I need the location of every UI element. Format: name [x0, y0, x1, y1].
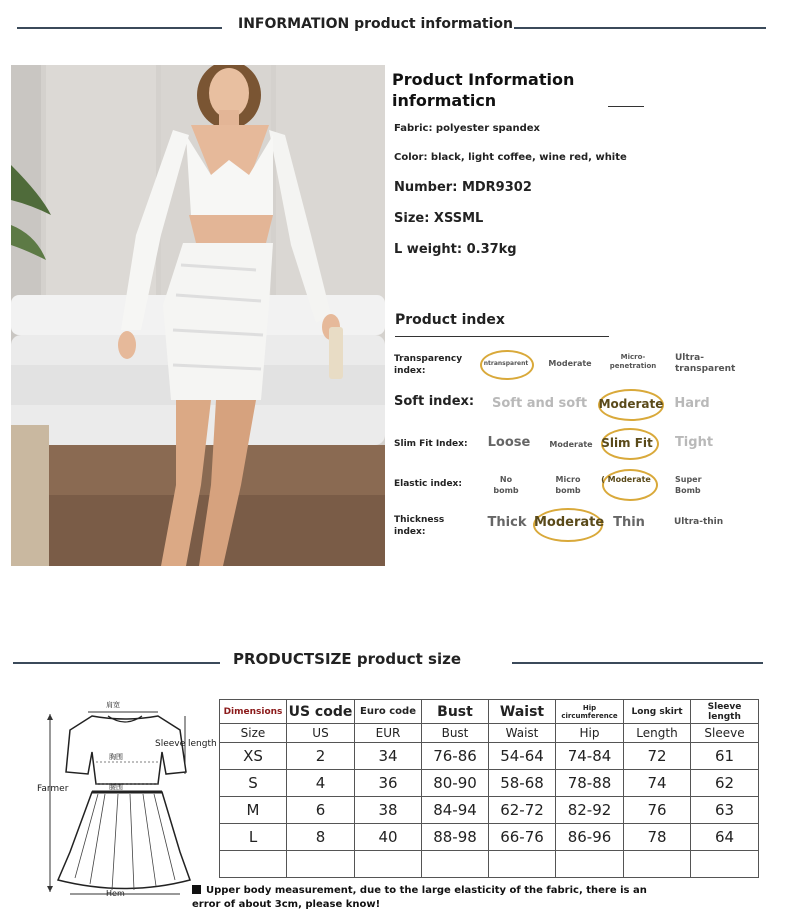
option-thickness-moderate: Moderate [534, 515, 605, 530]
col-header-waist: Waist [489, 700, 556, 724]
cell: 88-98 [422, 824, 489, 851]
subheader-us: US [287, 724, 355, 743]
col-header-hip-circumference: Hip circumference [556, 700, 624, 724]
col-header-us-code: US code [287, 700, 355, 724]
table-row [220, 824, 759, 851]
garment-diagram [30, 692, 220, 904]
subheader-hip: Hip [556, 724, 624, 743]
cell: 86-96 [556, 824, 624, 851]
diagram-label-hem: Hem [106, 889, 125, 898]
cell: 82-92 [556, 797, 624, 824]
info-size: Size: XSSML [394, 211, 484, 226]
option-elastic-moderate: ( Moderate [601, 475, 651, 484]
diagram-label-sleeve-length: Sleeve length [155, 739, 217, 749]
table-row [220, 797, 759, 824]
cell: L [220, 824, 287, 851]
index-label-soft: Soft index: [394, 394, 475, 409]
info-number: Number: MDR9302 [394, 180, 532, 195]
cell: S [220, 770, 287, 797]
cell: 80-90 [422, 770, 489, 797]
size-rule-right [512, 662, 763, 664]
cell: 66-76 [489, 824, 556, 851]
size-table-header-row [220, 700, 759, 724]
info-title-underline [608, 106, 644, 107]
cell: 2 [287, 743, 355, 770]
col-header-bust: Bust [422, 700, 489, 724]
cell: 61 [691, 743, 759, 770]
size-table [219, 699, 759, 878]
option-soft-moderate: Moderate [598, 397, 664, 411]
option-super-bomb: Super Bomb [675, 475, 702, 495]
option-hard: Hard [674, 396, 710, 411]
cell: 62-72 [489, 797, 556, 824]
measurement-note [192, 884, 672, 912]
cell: 84-94 [422, 797, 489, 824]
cell: 74-84 [556, 743, 624, 770]
cell: 6 [287, 797, 355, 824]
cell: 34 [355, 743, 422, 770]
index-title-rule [395, 336, 609, 337]
option-loose: Loose [487, 435, 531, 450]
page-title: INFORMATION product information [238, 16, 513, 32]
cell: 76-86 [422, 743, 489, 770]
table-row [220, 770, 759, 797]
index-title: Product index [395, 312, 505, 328]
subheader-waist: Waist [489, 724, 556, 743]
info-title: Product Information [392, 70, 575, 89]
table-row [220, 743, 759, 770]
info-subtitle: informaticn [392, 91, 497, 110]
cell: 40 [355, 824, 422, 851]
table-row-empty [220, 851, 759, 878]
measurement-note-text: Upper body measurement, due to the large elasticity of the fabric, there is an error of about 3cm, please know! [192, 885, 647, 910]
diagram-label-chest: 胸围 [109, 753, 123, 761]
option-micro-penetration: Micro-penetration [609, 353, 657, 370]
info-weight: L weight: 0.37kg [394, 242, 517, 257]
cell: 62 [691, 770, 759, 797]
cell: 72 [624, 743, 691, 770]
cell: 38 [355, 797, 422, 824]
cell: 63 [691, 797, 759, 824]
cell: 58-68 [489, 770, 556, 797]
diagram-label-farmer: Farmer [37, 784, 69, 794]
cell: 74 [624, 770, 691, 797]
option-micro-bomb: Micro bomb [555, 475, 581, 495]
index-label-slim-fit: Slim Fit Index: [394, 439, 468, 449]
col-header-long-skirt: Long skirt [624, 700, 691, 724]
option-transparency-moderate: Moderate [548, 359, 592, 368]
subheader-sleeve: Sleeve [691, 724, 759, 743]
option-ntransparent: ntransparent [483, 360, 529, 367]
cell: 78 [624, 824, 691, 851]
cell: 36 [355, 770, 422, 797]
index-label-elastic: Elastic index: [394, 479, 462, 489]
product-photo [11, 65, 385, 566]
diagram-label-waist: 腰围 [109, 783, 123, 791]
option-thin: Thin [613, 515, 645, 530]
col-header-dimensions: Dimensions [220, 700, 287, 724]
subheader-bust: Bust [422, 724, 489, 743]
diagram-label-shoulder: 肩宽 [106, 701, 120, 709]
option-slim-fit: Slim Fit [601, 436, 653, 450]
bullet-square-icon [192, 885, 201, 894]
size-table-subheader-row [220, 724, 759, 743]
cell: M [220, 797, 287, 824]
option-tight: Tight [674, 435, 714, 450]
col-header-euro-code: Euro code [355, 700, 422, 724]
cell: 54-64 [489, 743, 556, 770]
cell: 8 [287, 824, 355, 851]
option-ultra-transparent: Ultra-transparent [675, 353, 736, 374]
info-fabric: Fabric: polyester spandex [394, 123, 540, 134]
subheader-length: Length [624, 724, 691, 743]
cell: 76 [624, 797, 691, 824]
header-rule-left [17, 27, 222, 29]
subheader-size: Size [220, 724, 287, 743]
size-section-title: PRODUCTSIZE product size [233, 650, 462, 668]
option-fit-moderate: Moderate [549, 440, 593, 449]
header-rule-right [514, 27, 766, 29]
cell: 78-88 [556, 770, 624, 797]
info-color: Color: black, light coffee, wine red, white [394, 152, 627, 163]
option-ultra-thin: Ultra-thin [674, 517, 724, 527]
cell: XS [220, 743, 287, 770]
option-no-bomb: No bomb [493, 475, 519, 495]
option-thick: Thick [487, 515, 527, 530]
size-rule-left [13, 662, 220, 664]
subheader-eur: EUR [355, 724, 422, 743]
index-label-transparency: Transparency index: [394, 354, 463, 376]
cell: 4 [287, 770, 355, 797]
index-label-thickness: Thickness index: [394, 515, 445, 537]
option-soft-and-soft: Soft and soft [492, 396, 588, 411]
col-header-sleeve-length: Sleeve length [691, 700, 759, 724]
cell: 64 [691, 824, 759, 851]
